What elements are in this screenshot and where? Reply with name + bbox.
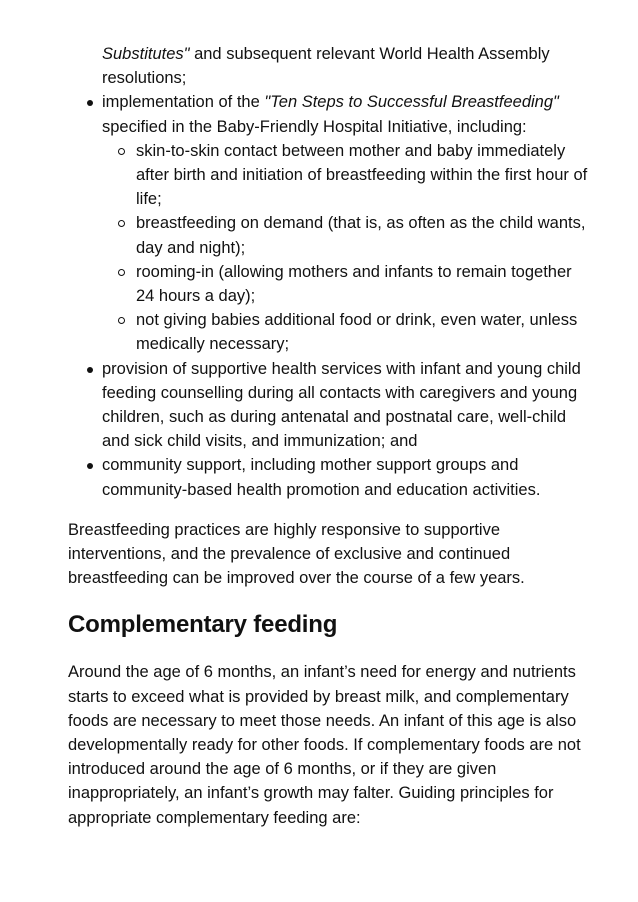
document-content xyxy=(68,42,588,830)
implementation-suffix: specified in the Baby-Friendly Hospital Initiative, including: xyxy=(102,117,527,136)
implementation-prefix: implementation of the xyxy=(102,93,265,112)
list-item-implementation xyxy=(68,90,588,356)
circle-bullet-icon xyxy=(118,220,125,227)
intro-rest: and subsequent relevant World Health Assembly resolutions; xyxy=(102,45,550,88)
sub-bullet-list xyxy=(102,139,588,357)
sub-item-text: breastfeeding on demand (that is, as often as the child wants, day and night); xyxy=(136,214,586,257)
bullet-dot-icon xyxy=(87,100,93,106)
sub-list-item xyxy=(102,211,588,259)
bullet-list xyxy=(68,90,588,501)
bullet-dot-icon xyxy=(87,367,93,373)
section-heading: Complementary feeding xyxy=(68,611,338,639)
sub-list-item xyxy=(102,308,588,356)
sub-item-text: not giving babies additional food or drink, even water, unless medically necessary; xyxy=(136,311,578,354)
paragraph-complementary-feeding: Around the age of 6 months, an infant’s need for energy and nutrients starts to exceed what is provided by breast milk, and complementary foods are necessary to meet those needs. An infant of this age is also developmentally ready for other foods. If complementary foods are not introduced around the age of 6 months, or if they are given inappropriately, an infant’s growth may falter. Guiding principles for appropriate complementary feeding are: xyxy=(68,663,581,827)
sub-item-text: rooming-in (allowing mothers and infants to remain together 24 hours a day); xyxy=(136,262,572,306)
intro-continuation xyxy=(102,42,588,90)
ten-steps-title: "Ten Steps to Successful Breastfeeding" xyxy=(264,93,559,112)
sub-list-item xyxy=(102,139,588,212)
sub-item-text: skin-to-skin contact between mother and baby immediately after birth and initiation of breastfeeding within the first hour of life; xyxy=(136,141,588,209)
list-item-community xyxy=(68,453,588,501)
paragraph-breastfeeding-practices: Breastfeeding practices are highly responsive to supportive interventions, and the prevalence of exclusive and continued breastfeeding can be improved over the course of a few years. xyxy=(68,520,525,588)
community-text: community support, including mother support groups and community-based health promotion and education activities. xyxy=(102,456,541,499)
intro-title-part: Substitutes" xyxy=(102,45,190,63)
sub-list-item xyxy=(102,260,588,308)
provision-text: provision of supportive health services with infant and young child feeding counselling during all contacts with caregivers and young children, such as during antenatal and postnatal care, well-child and sick child visits, and immunization; and xyxy=(102,359,581,451)
circle-bullet-icon xyxy=(118,317,125,324)
list-item-provision xyxy=(68,357,588,454)
circle-bullet-icon xyxy=(118,148,125,155)
bullet-dot-icon xyxy=(87,463,93,469)
circle-bullet-icon xyxy=(118,269,125,276)
